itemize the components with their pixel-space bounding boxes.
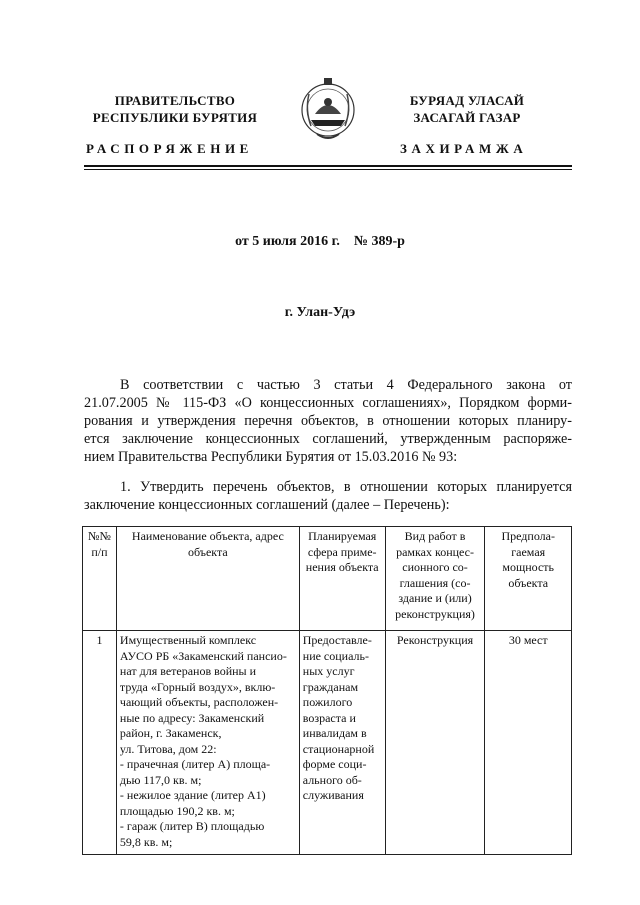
preamble-line: 21.07.2005 № 115-ФЗ «О концессионных соглашениях», Порядком форми- xyxy=(84,395,572,411)
date-number: от 5 июля 2016 г. № 389-р xyxy=(235,234,405,249)
preamble-paragraph xyxy=(84,376,572,466)
header-num: №№ п/п xyxy=(83,527,117,631)
row-sphere: Предоставле- ние социаль- ных услуг гражданам пожилого возраста и инвалидам в стационарной форме соци- ального об- служивания xyxy=(299,631,385,855)
doc-type-ru: РАСПОРЯЖЕНИЕ xyxy=(86,141,253,156)
header-sphere: Планируемая сфера приме- нения объекта xyxy=(299,527,385,631)
header-rule-thick xyxy=(84,165,572,167)
government-name-ru xyxy=(80,92,270,126)
item-1-line: 1. Утвердить перечень объектов, в отношении которых планируется xyxy=(120,479,572,495)
preamble-line: нием Правительства Республики Бурятия от 15.03.2016 № 93: xyxy=(84,449,458,465)
coat-of-arms-emblem-icon xyxy=(297,74,359,146)
government-name-ru-line1: ПРАВИТЕЛЬСТВО xyxy=(114,93,236,108)
header-work: Вид работ в рамках концес- сионного со- глашения (со- здание и (или) реконструкция) xyxy=(385,527,485,631)
government-name-bur-line2: ЗАСАГАЙ ГАЗАР xyxy=(413,110,521,125)
header-capacity: Предпола- гаемая мощность объекта xyxy=(485,527,572,631)
row-capacity: 30 мест xyxy=(485,631,572,855)
item-1-paragraph xyxy=(84,478,572,514)
government-name-bur-line1: БУРЯАД УЛАСАЙ xyxy=(409,93,525,108)
table-row xyxy=(83,631,572,855)
city: г. Улан-Удэ xyxy=(284,305,356,320)
objects-table xyxy=(82,526,572,855)
header-name: Наименование объекта, адрес объекта xyxy=(116,527,299,631)
item-1-line: заключение концессионных соглашений (далее – Перечень): xyxy=(84,497,450,513)
row-num: 1 xyxy=(83,631,117,855)
preamble-line: рования и утверждения перечня объектов, в отношении которых планиру- xyxy=(84,413,572,429)
table-header-row xyxy=(83,527,572,631)
government-name-ru-line2: РЕСПУБЛИКИ БУРЯТИЯ xyxy=(92,110,258,125)
government-name-bur xyxy=(372,92,562,126)
doc-type-bur: ЗАХИРАМЖА xyxy=(400,141,528,156)
header-rule-thin xyxy=(84,169,572,170)
preamble-line: ется заключение концессионных соглашений, утвержденным распоряже- xyxy=(84,431,572,447)
preamble-line: В соответствии с частью 3 статьи 4 Федерального закона от xyxy=(120,377,572,393)
row-work: Реконструкция xyxy=(385,631,485,855)
row-name: Имущественный комплекс АУСО РБ «Закаменский пансио- нат для ветеранов войны и труда «Горный воздух», вклю- чающий объекты, расположен- ные по адресу: Закаменский район, г. Закаменск, ул. Титова, дом 22: - прачечная (литер А) площа- дью 117,0 кв. м; - нежилое здание (литер А1) площадью 190,2 кв. м; - гараж (литер В) площадью 59,8 кв. м; xyxy=(116,631,299,855)
